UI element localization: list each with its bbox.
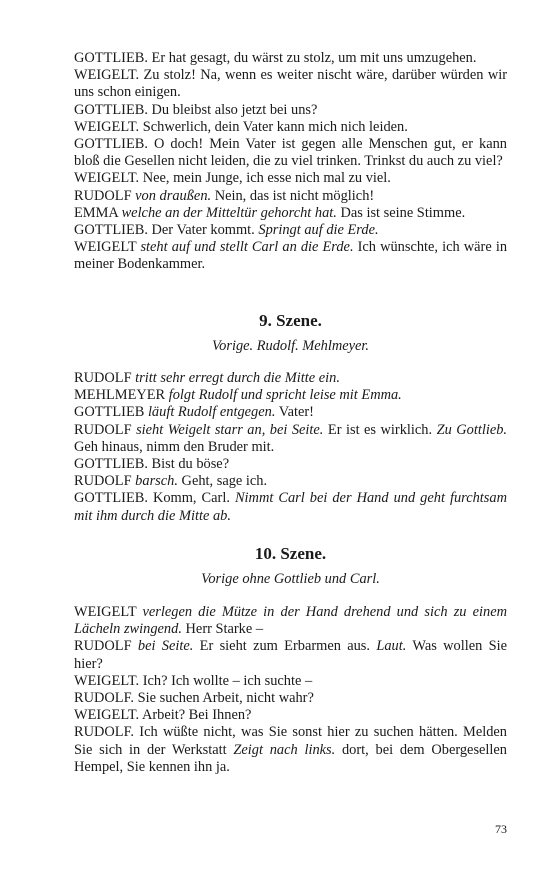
dialogue-text: WEIGELT. Arbeit? Bei Ihnen?	[74, 707, 252, 724]
dialogue-text: WEIGELT	[74, 604, 143, 620]
dialogue-text: MEHLMEYER	[74, 387, 169, 404]
dialogue-text: EMMA	[74, 204, 122, 221]
dialogue-text: Ich wünschte, ich wäre in meiner Bodenkammer.	[74, 239, 508, 273]
stage-direction: läuft Rudolf entgegen.	[147, 404, 276, 421]
dialogue-text: RUDOLF. Sie suchen Arbeit, nicht wahr?	[74, 690, 314, 707]
dialogue-text: RUDOLF	[74, 473, 136, 490]
dialogue-text: GOTTLIEB. Du bleibst also jetzt bei uns?	[74, 101, 318, 118]
dialogue-text: GOTTLIEB. Der Vater kommt.	[74, 222, 259, 239]
dialogue-text: GOTTLIEB. Bist du böse?	[74, 456, 230, 473]
dialogue-line	[74, 67, 507, 101]
dialogue-text: WEIGELT. Nee, mein Junge, ich esse nich mal zu viel.	[74, 170, 391, 187]
dialogue-line	[74, 222, 507, 239]
dialogue-text: WEIGELT. Schwerlich, dein Vater kann mich nich leiden.	[74, 118, 408, 135]
stage-direction: folgt Rudolf und spricht leise mit Emma.	[168, 387, 402, 404]
stage-direction: tritt sehr erregt durch die Mitte ein.	[135, 370, 340, 386]
dialogue-text: RUDOLF	[74, 421, 137, 438]
dialogue-text: Vater!	[275, 404, 314, 421]
dialogue-text: GOTTLIEB. Er hat gesagt, du wärst zu stolz, um mit uns umzugehen.	[74, 50, 477, 66]
dialogue-line	[74, 170, 507, 187]
dialogue-line	[74, 239, 507, 273]
dialogue-line	[74, 673, 507, 690]
dialogue-line	[74, 205, 507, 222]
dialogue-text: GOTTLIEB. Komm, Carl.	[74, 490, 235, 507]
dialogue-block-1	[74, 50, 507, 274]
scene-cast-9: Vorige. Rudolf. Mehlmeyer.	[211, 338, 370, 354]
dialogue-line	[74, 604, 507, 638]
dialogue-line	[74, 724, 507, 776]
scene-cast-10: Vorige ohne Gottlieb und Carl.	[201, 571, 380, 587]
dialogue-text: WEIGELT	[74, 239, 141, 256]
stage-direction: Zu Gottlieb.	[436, 421, 508, 438]
stage-direction: von draußen.	[135, 187, 212, 204]
stage-direction: sieht Weigelt starr an, bei Seite.	[136, 421, 324, 438]
dialogue-line	[74, 50, 507, 67]
dialogue-text: Das ist seine Stimme.	[336, 204, 466, 221]
dialogue-text: WEIGELT. Zu stolz! Na, wenn es weiter nischt wäre, darüber würden wir uns schon einigen.	[74, 67, 507, 101]
dialogue-text: RUDOLF	[74, 370, 136, 386]
dialogue-text: Geht, sage ich.	[177, 473, 268, 490]
dialogue-text: RUDOLF	[74, 638, 138, 655]
dialogue-line	[74, 473, 507, 490]
dialogue-block-3	[74, 604, 507, 776]
dialogue-text: RUDOLF. Ich wüßte nicht, was Sie sonst hier zu suchen hätten. Melden Sie sich in der Werkstatt	[74, 724, 507, 758]
scene-heading-9: 9. Szene.	[259, 311, 322, 330]
stage-direction: barsch.	[135, 473, 178, 490]
scene-heading-10: 10. Szene.	[254, 544, 327, 563]
dialogue-text: Er ist es wirklich.	[323, 421, 437, 438]
dialogue-text: WEIGELT. Ich? Ich wollte – ich suchte –	[74, 672, 313, 689]
dialogue-line	[74, 119, 507, 136]
dialogue-line	[74, 387, 507, 404]
dialogue-text: Was wollen Sie hier?	[74, 638, 507, 672]
dialogue-line	[74, 707, 507, 724]
dialogue-line	[74, 404, 507, 421]
dialogue-line	[74, 136, 507, 170]
dialogue-block-2	[74, 370, 507, 525]
dialogue-line	[74, 638, 507, 672]
stage-direction: steht auf und stellt Carl an die Erde.	[140, 239, 354, 256]
stage-direction: Nimmt Carl bei der Hand und geht furchtsam mit ihm durch die Mitte ab.	[74, 490, 507, 524]
dialogue-text: Geh hinaus, nimm den Bruder mit.	[74, 438, 275, 455]
dialogue-line	[74, 690, 507, 707]
stage-direction: Zeigt nach links.	[233, 741, 336, 758]
dialogue-text: GOTTLIEB	[74, 404, 148, 421]
dialogue-line	[74, 370, 507, 387]
dialogue-text: Nein, das ist nicht möglich!	[211, 187, 375, 204]
dialogue-line	[74, 490, 507, 524]
dialogue-text: Herr Starke –	[181, 621, 264, 638]
stage-direction: Laut.	[376, 638, 407, 655]
stage-direction: Springt auf die Erde.	[258, 222, 379, 239]
stage-direction: welche an der Mitteltür gehorcht hat.	[121, 204, 337, 221]
page-number: 73	[495, 822, 507, 836]
dialogue-line	[74, 102, 507, 119]
dialogue-line	[74, 456, 507, 473]
dialogue-text: RUDOLF	[74, 187, 136, 204]
dialogue-line	[74, 422, 507, 456]
stage-direction: bei Seite.	[137, 638, 194, 655]
dialogue-text: dort, bei dem Obergesellen Hempel, Sie kennen ihn ja.	[74, 741, 508, 775]
dialogue-text: Er sieht zum Erbarmen aus.	[193, 638, 377, 655]
dialogue-line	[74, 188, 507, 205]
dialogue-text: GOTTLIEB. O doch! Mein Vater ist gegen alle Menschen gut, er kann bloß die Gesellen nicht leiden, die zu viel trinken. Trinkst du auch zu viel?	[74, 136, 507, 170]
stage-direction: verlegen die Mütze in der Hand drehend und sich zu einem Lächeln zwingend.	[74, 604, 507, 638]
